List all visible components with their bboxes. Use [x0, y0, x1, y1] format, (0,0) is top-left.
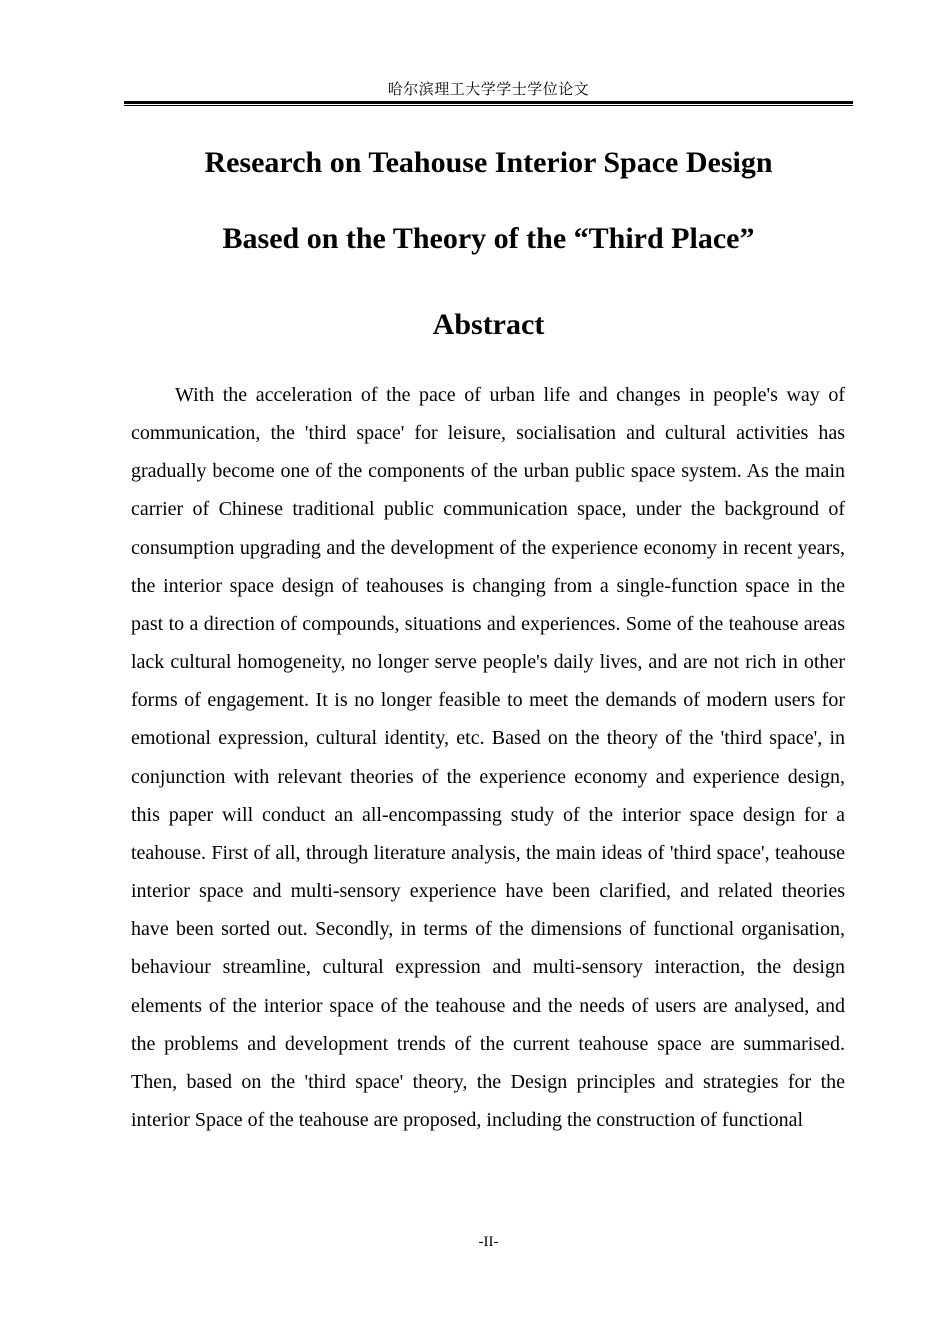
thesis-title-line-1: Research on Teahouse Interior Space Design: [204, 146, 773, 179]
header-rule-thick: [124, 101, 853, 104]
thesis-title-line-2: Based on the Theory of the “Third Place”: [222, 222, 755, 255]
abstract-heading: Abstract: [432, 308, 545, 341]
running-header: 哈尔滨理工大学学士学位论文: [387, 82, 590, 98]
page-number: -II-: [478, 1234, 499, 1250]
abstract-paragraph: With the acceleration of the pace of urban life and changes in people's way of communication, the 'third space' for leisure, socialisation and cultural activities has gradually become one of the components of the urban public space system. As the main carrier of Chinese traditional public communication space, under the background of consumption upgrading and the development of the experience economy in recent years, the interior space design of teahouses is changing from a single-function space in the past to a direction of compounds, situations and experiences. Some of the teahouse areas lack cultural homogeneity, no longer serve people's daily lives, and are not rich in other forms of engagement. It is no longer feasible to meet the demands of modern users for emotional expression, cultural identity, etc. Based on the theory of the 'third space', in conjunction with relevant theories of the experience economy and experience design, this paper will conduct an all-encompassing study of the interior space design for a teahouse. First of all, through literature analysis, the main ideas of 'third space', teahouse interior space and multi-sensory experience have been clarified, and related theories have been sorted out. Secondly, in terms of the dimensions of functional organisation, behaviour streamline, cultural expression and multi-sensory interaction, the design elements of the interior space of the teahouse and the needs of users are analysed, and the problems and development trends of the current teahouse space are summarised. Then, based on the 'third space' theory, the Design principles and strategies for the interior Space of the teahouse are proposed, including the construction of functional: [131, 384, 845, 1131]
header-rule-thin: [124, 105, 853, 106]
